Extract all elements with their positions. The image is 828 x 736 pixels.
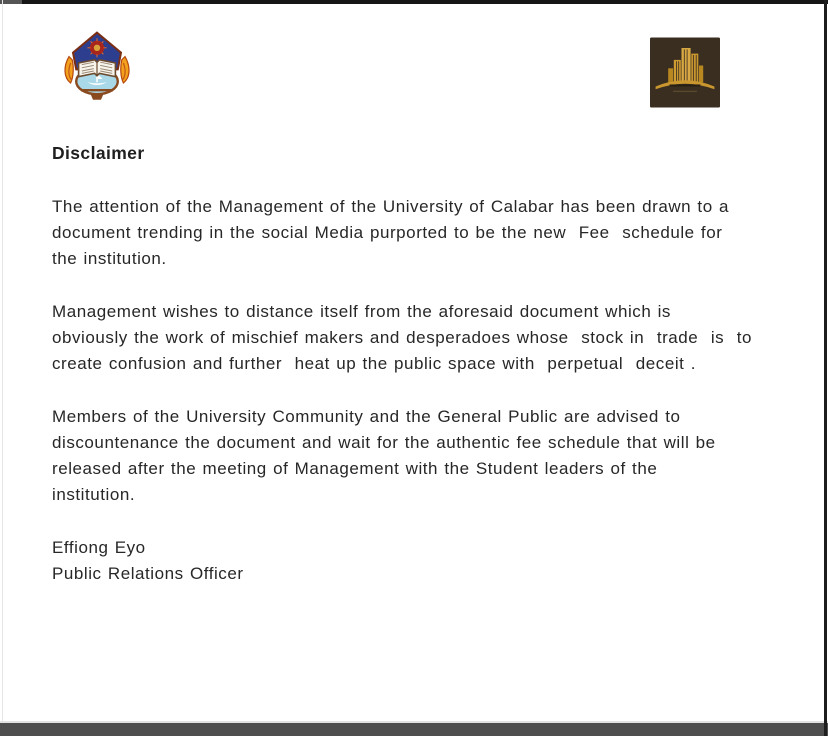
paragraph <box>52 404 792 508</box>
document-content <box>52 0 792 587</box>
paragraph <box>52 194 792 272</box>
paragraph <box>52 299 792 377</box>
paragraph-line: Management wishes to distance itself from the aforesaid document which is <box>52 302 671 321</box>
paragraph-line: obviously the work of mischief makers and desperadoes whose stock in trade is to <box>52 328 753 347</box>
paragraph-line: institution. <box>52 485 136 504</box>
paragraph-line: the institution. <box>52 249 167 268</box>
paragraph-line: discountenance the document and wait for the authentic fee schedule that will be <box>52 433 716 452</box>
right-edge-line <box>824 0 827 736</box>
paragraph-line: The attention of the Management of the University of Calabar has been drawn to a <box>52 197 729 216</box>
paragraph-line: Members of the University Community and the General Public are advised to <box>52 407 681 426</box>
signature-block <box>52 535 792 587</box>
left-edge-line <box>2 0 3 736</box>
paragraph-line: document trending in the social Media purported to be the new Fee schedule for <box>52 223 723 242</box>
paragraph-line: create confusion and further heat up the public space with perpetual deceit . <box>52 354 696 373</box>
paragraph-line: released after the meeting of Management with the Student leaders of the <box>52 459 658 478</box>
bottom-edge-bar <box>0 723 828 736</box>
document-paragraphs <box>52 194 792 508</box>
top-edge-strip-cap <box>0 0 22 4</box>
page-title: Disclaimer <box>52 143 145 163</box>
signature-name: Effiong Eyo <box>52 538 146 557</box>
signature-title: Public Relations Officer <box>52 564 244 583</box>
